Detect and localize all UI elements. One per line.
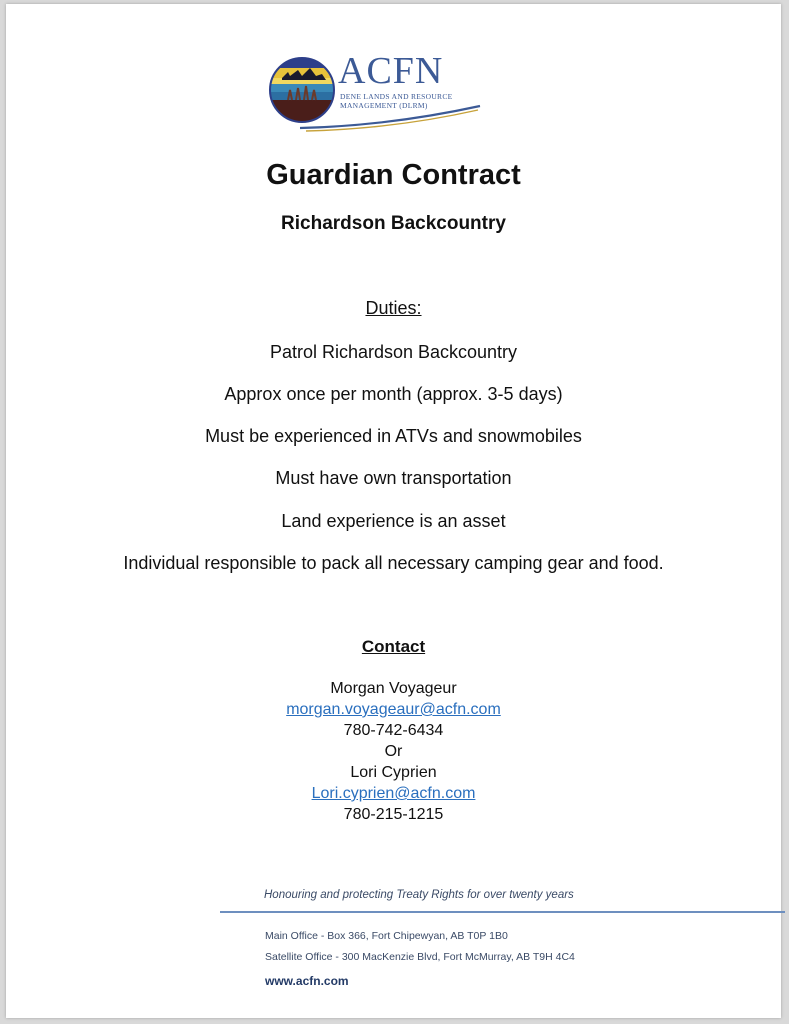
contact-email-1[interactable]: morgan.voyageaur@acfn.com xyxy=(286,701,501,718)
logo-swoosh xyxy=(298,104,483,132)
footer-satellite-office: Satellite Office - 300 MacKenzie Blvd, Fort McMurray, AB T9H 4C4 xyxy=(265,951,575,963)
footer-website[interactable]: www.acfn.com xyxy=(265,974,349,988)
logo-department-line-2: MANAGEMENT (DLRM) xyxy=(340,101,428,110)
contact-name-1: Morgan Voyageur xyxy=(330,680,457,697)
page-subtitle: Richardson Backcountry xyxy=(281,213,506,234)
duty-item: Approx once per month (approx. 3-5 days) xyxy=(224,384,563,404)
logo-department-line-1: DENE LANDS AND RESOURCE xyxy=(340,92,453,101)
contact-heading: Contact xyxy=(361,637,426,656)
acfn-wordmark: ACFN xyxy=(338,50,444,92)
duty-item: Patrol Richardson Backcountry xyxy=(269,342,518,362)
contact-email-2[interactable]: Lori.cyprien@acfn.com xyxy=(311,785,476,802)
duty-item: Must be experienced in ATVs and snowmobiles xyxy=(205,426,582,446)
contact-separator: Or xyxy=(384,743,403,760)
footer-divider xyxy=(220,911,785,913)
footer-tagline: Honouring and protecting Treaty Rights for over twenty years xyxy=(264,889,574,901)
duties-heading: Duties: xyxy=(365,298,422,318)
contact-name-2: Lori Cyprien xyxy=(350,764,437,781)
duty-item: Individual responsible to pack all necessary camping gear and food. xyxy=(123,553,664,573)
duty-item: Land experience is an asset xyxy=(281,511,506,531)
page-title: Guardian Contract xyxy=(266,159,521,191)
footer-main-office: Main Office - Box 366, Fort Chipewyan, AB T0P 1B0 xyxy=(265,930,508,942)
acfn-logo xyxy=(268,50,488,140)
duty-item: Must have own transportation xyxy=(275,468,512,488)
document-page xyxy=(6,4,781,1018)
contact-phone-1: 780-742-6434 xyxy=(343,722,444,739)
contact-phone-2: 780-215-1215 xyxy=(343,806,444,823)
